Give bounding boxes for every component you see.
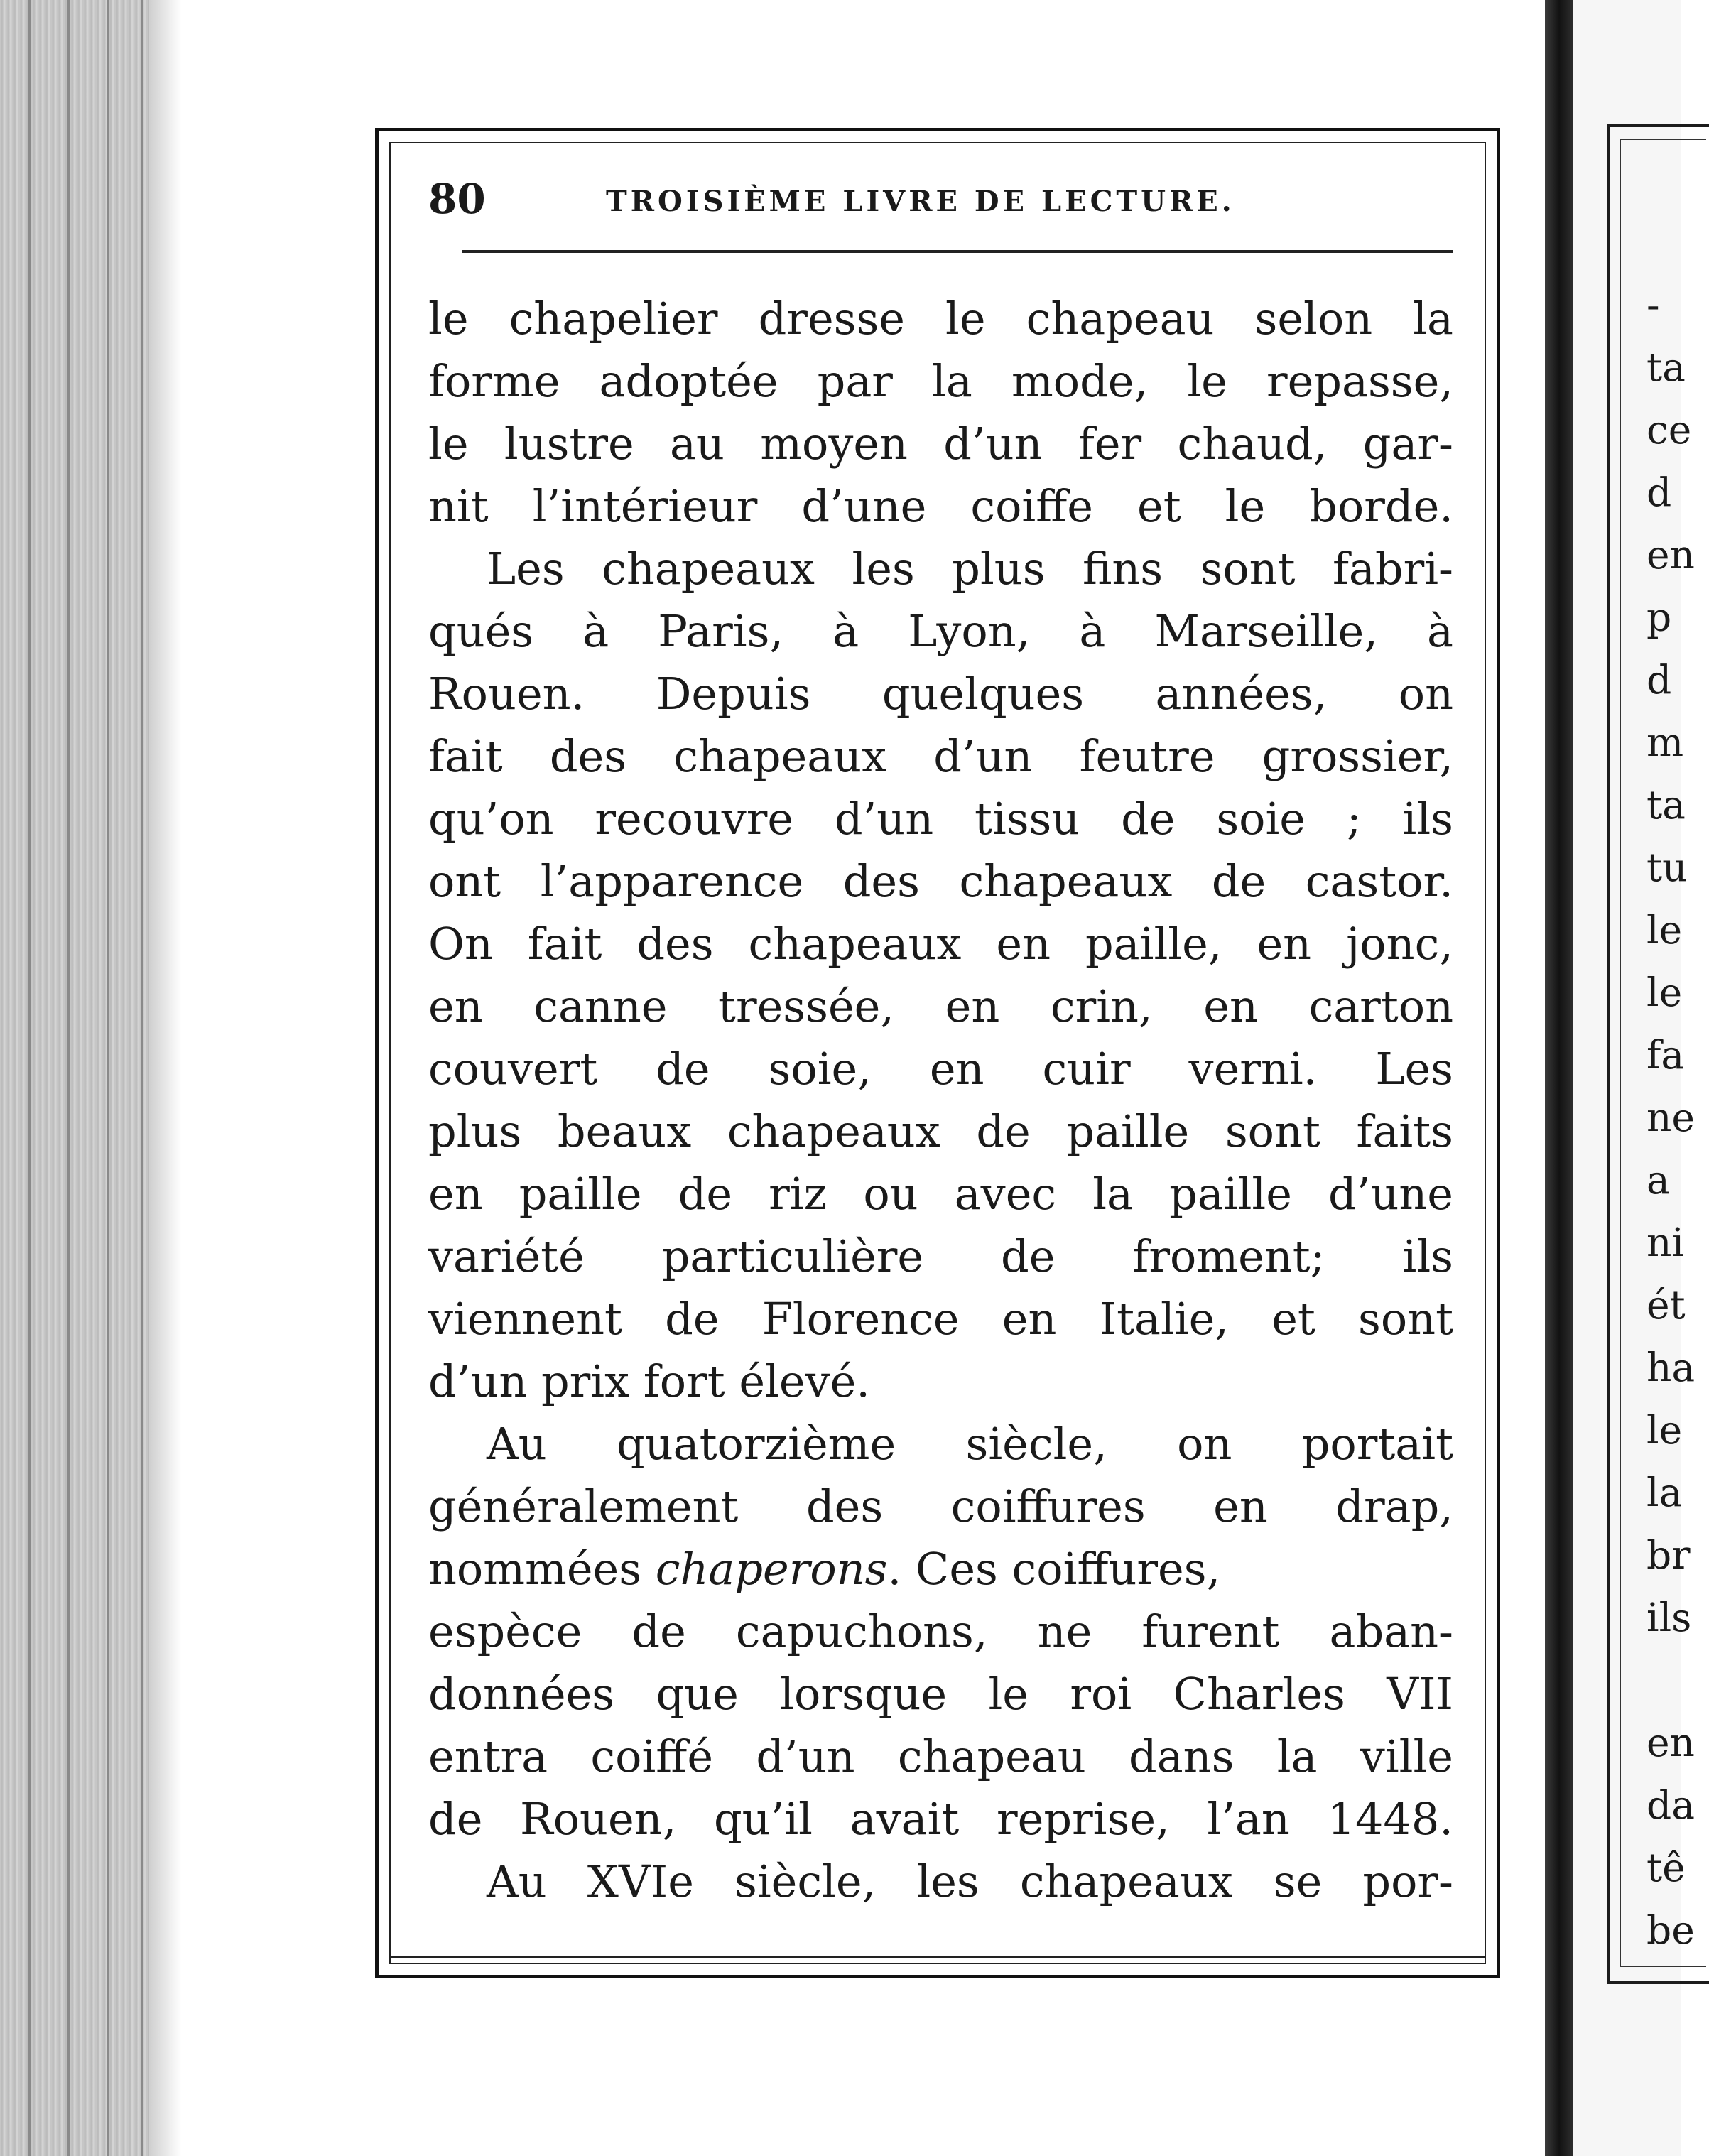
text-segment: . Ces coiffures, (887, 1543, 1221, 1595)
running-title: TROISIÈME LIVRE DE LECTURE. (606, 185, 1235, 218)
text-line: qu’on recouvre d’un tissu de soie ; ils (428, 793, 1453, 845)
text-line: couvert de soie, en cuir verni. Les (428, 1043, 1453, 1095)
text-line: qués à Paris, à Lyon, à Marseille, à (428, 605, 1453, 657)
book-page-edges (0, 0, 149, 2156)
text-line: de Rouen, qu’il avait reprise, l’an 1448. (428, 1793, 1453, 1845)
italic-term: chaperons (655, 1543, 888, 1595)
text-segment: nommées (428, 1543, 656, 1595)
text-line: le chapelier dresse le chapeau selon la (428, 293, 1453, 345)
text-line: Rouen. Depuis quelques années, on (428, 668, 1453, 720)
text-line: forme adoptée par la mode, le repasse, (428, 355, 1453, 407)
text-line: entra coiffé d’un chapeau dans la ville (428, 1730, 1453, 1782)
text-line: ont l’apparence des chapeaux de castor. (428, 855, 1453, 907)
page-edge-line (107, 0, 109, 2156)
text-line: en canne tressée, en crin, en carton (428, 980, 1453, 1032)
text-line-mixed (428, 1538, 1453, 1600)
text-line: Au quatorzième siècle, on portait (487, 1418, 1453, 1470)
text-line: nit l’intérieur d’une coiffe et le borde. (428, 480, 1453, 532)
text-line: variété particulière de froment; ils (428, 1230, 1453, 1282)
text-line: viennent de Florence en Italie, et sont (428, 1293, 1453, 1345)
text-line: généralement des coiffures en drap, (428, 1480, 1453, 1532)
page-edge-line (67, 0, 70, 2156)
text-line: Au XVIe siècle, les chapeaux se por- (487, 1856, 1453, 1907)
header-rule (462, 250, 1453, 253)
book-binding (1545, 0, 1573, 2156)
text-line: fait des chapeaux d’un feutre grossier, (428, 730, 1453, 782)
text-line: en paille de riz ou avec la paille d’une (428, 1168, 1453, 1220)
gutter-shadow (149, 0, 181, 2156)
text-line: plus beaux chapeaux de paille sont faits (428, 1105, 1453, 1157)
body-text (428, 288, 1453, 1913)
text-line: d’un prix fort élevé. (428, 1355, 870, 1407)
page-header (428, 175, 1451, 224)
facing-page-text-fragments: - ta ce d en p d m ta tu le le fa ne a ni ét ha le la br ils en da tê be (1646, 282, 1696, 1953)
footer-rule (389, 1956, 1486, 1958)
text-line: espèce de capuchons, ne furent aban- (428, 1605, 1453, 1657)
text-line: données que lorsque le roi Charles VII (428, 1668, 1453, 1720)
page-number: 80 (428, 175, 486, 223)
page-edge-line (141, 0, 143, 2156)
text-line: le lustre au moyen d’un fer chaud, gar- (428, 418, 1453, 470)
page-edge-line (28, 0, 31, 2156)
text-line: On fait des chapeaux en paille, en jonc, (428, 918, 1453, 970)
text-line: Les chapeaux les plus fins sont fabri- (487, 543, 1453, 595)
